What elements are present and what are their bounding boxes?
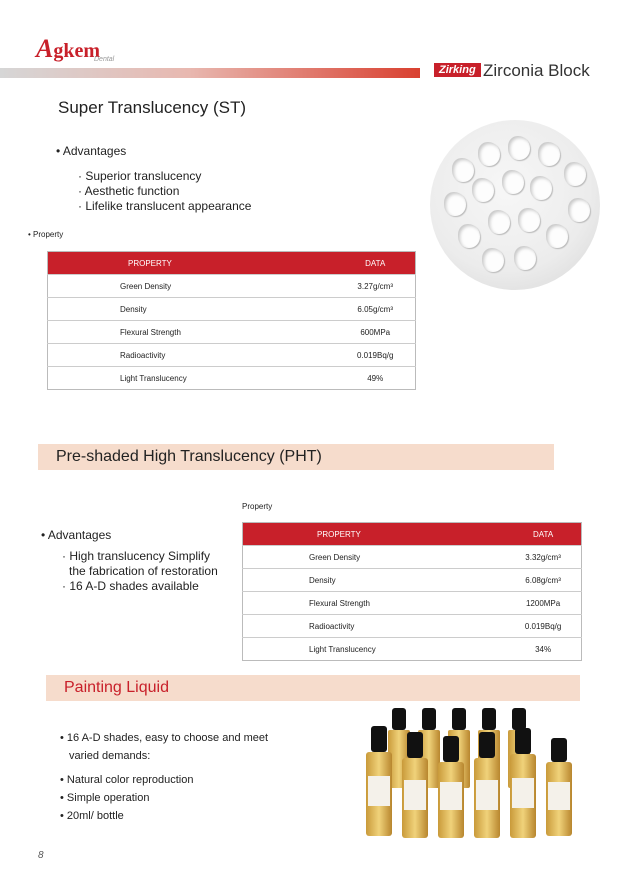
column-header: DATA [335,252,415,275]
painting-title-band [46,675,580,701]
disc-cavity [478,142,500,166]
table-cell: Radioactivity [48,344,336,367]
disc-cavity [538,142,560,166]
table-row [48,298,416,321]
table-cell: Light Translucency [48,367,336,390]
table-cell: Density [48,298,336,321]
disc-cavity [444,192,466,216]
pht-property-table [242,522,582,661]
disc-cavity [452,158,474,182]
table-cell: Flexural Strength [48,321,336,344]
zirconia-disc-image [430,120,600,290]
table-row [48,275,416,298]
pht-section-title: Pre-shaded High Translucency (PHT) [56,448,322,465]
list-item: · Superior translucency [78,169,202,183]
table-cell: 6.08g/cm³ [505,569,581,592]
logo-sub: Dental [94,56,115,63]
table-header-row [243,523,582,546]
table-cell: 6.05g/cm³ [335,298,415,321]
disc-cavity [546,224,568,248]
list-item: • Natural color reproduction [60,774,194,786]
table-header-row [48,252,416,275]
column-header: PROPERTY [48,252,336,275]
list-item: • Simple operation [60,792,150,804]
table-cell: 0.019Bq/g [505,615,581,638]
table-cell: 49% [335,367,415,390]
list-item: • 16 A-D shades, easy to choose and meet [60,732,269,744]
table-row [243,569,582,592]
disc-cavity [568,198,590,222]
pht-title-band [38,444,554,470]
logo-initial: A [36,34,54,63]
painting-liquid-bottles-image [360,708,582,838]
list-item: · 16 A-D shades available [62,579,199,593]
zirking-badge: Zirking [434,63,481,77]
table-row [243,546,582,569]
pht-advantages-label: • Advantages [41,528,112,542]
table-cell: Green Density [243,546,506,569]
disc-cavity [508,136,530,160]
table-row [243,592,582,615]
column-header: PROPERTY [243,523,506,546]
pht-property-label: Property [242,502,273,511]
table-row [48,367,416,390]
table-row [243,615,582,638]
painting-section-title: Painting Liquid [64,679,169,696]
table-row [243,638,582,661]
table-row [48,344,416,367]
table-cell: 0.019Bq/g [335,344,415,367]
disc-cavity [458,224,480,248]
disc-cavity [472,178,494,202]
logo-text: gkem [53,40,101,62]
list-item: · Lifelike translucent appearance [78,199,252,213]
table-row [48,321,416,344]
disc-cavity [488,210,510,234]
table-cell: Green Density [48,275,336,298]
list-item: · Aesthetic function [78,184,180,198]
list-item: · High translucency Simplify [62,549,211,563]
agkem-logo [36,34,115,64]
st-section-title: Super Translucency (ST) [58,98,247,117]
brand-title: Zirconia Block [483,61,590,80]
st-property-label: • Property [28,230,64,239]
list-item: • 20ml/ bottle [60,810,124,822]
header-gradient-bar [0,68,420,78]
column-header: DATA [505,523,581,546]
st-advantages-label: • Advantages [56,144,127,158]
table-cell: 1200MPa [505,592,581,615]
table-cell: 3.27g/cm³ [335,275,415,298]
list-item: varied demands: [69,750,151,762]
pht-advantages-list [62,549,218,594]
st-advantages-list [78,169,251,214]
list-item: the fabrication of restoration [69,564,218,578]
table-cell: Light Translucency [243,638,506,661]
painting-features-list [60,729,268,825]
table-cell: 34% [505,638,581,661]
table-cell: Radioactivity [243,615,506,638]
disc-cavity [518,208,540,232]
disc-cavity [502,170,524,194]
disc-cavity [514,246,536,270]
table-cell: Flexural Strength [243,592,506,615]
disc-cavity [530,176,552,200]
disc-cavity [482,248,504,272]
page-number: 8 [38,850,44,861]
table-cell: 600MPa [335,321,415,344]
table-cell: 3.32g/cm³ [505,546,581,569]
table-cell: Density [243,569,506,592]
st-property-table [47,251,416,390]
disc-cavity [564,162,586,186]
